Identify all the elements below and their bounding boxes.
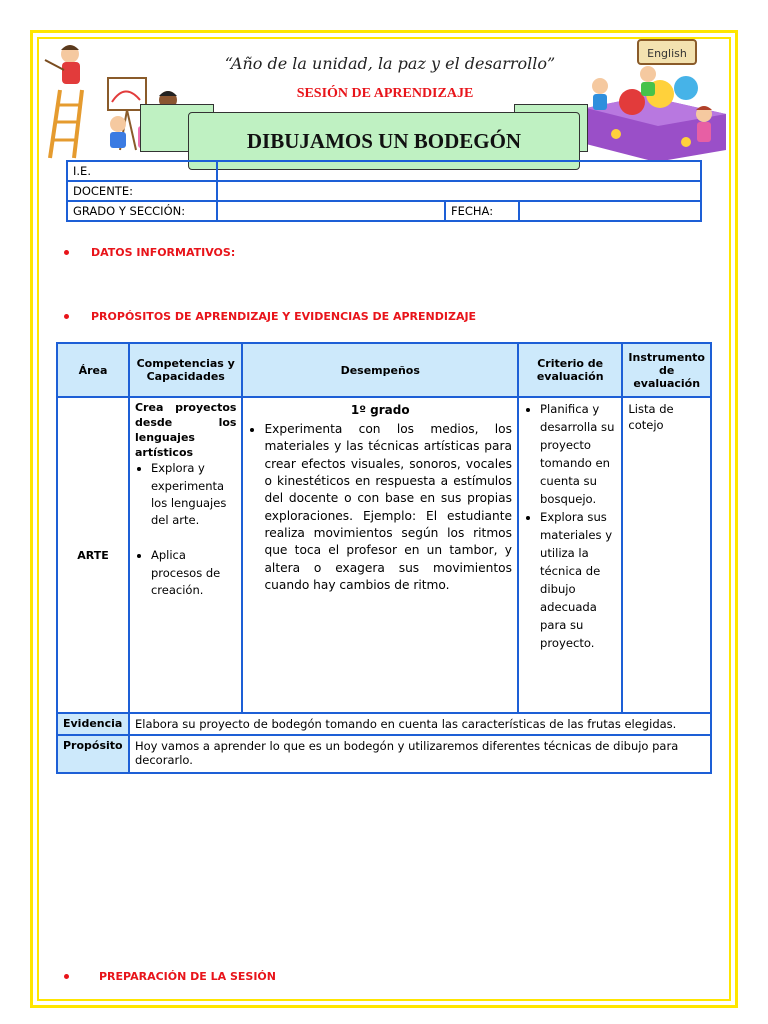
capacidad-item: • Explora y experimenta los lenguajes del arte. [151,460,236,529]
header-desempenos: Desempeños [242,343,518,397]
instrumento-cell: Lista de cotejo [622,397,711,713]
bullet-icon [64,250,69,255]
grado-value[interactable] [217,201,445,221]
year-motto: “Año de la unidad, la paz y el desarrollo” [224,54,556,73]
desempenos-cell [242,397,518,713]
criterios-list [524,401,616,653]
competencias-cell [129,397,242,713]
docente-label: DOCENTE: [67,181,217,201]
fecha-label: FECHA: [445,201,519,221]
capacidad-item: • Aplica procesos de creación. [151,547,236,599]
ie-value[interactable] [217,161,701,181]
header-criterio: Criterio de evaluación [518,343,622,397]
desempenos-list [248,421,512,594]
header-area: Área [57,343,129,397]
section-datos [64,246,235,259]
evidencia-text: Elabora su proyecto de bodegón tomando en cuenta las características de las frutas elegidas. [129,713,711,735]
header-competencias: Competencias y Capacidades [129,343,242,397]
grado-label: GRADO Y SECCIÓN: [67,201,217,221]
fecha-value[interactable] [519,201,701,221]
grado-heading: 1º grado [350,403,410,417]
criterio-item: • Explora sus materiales y utiliza la técnica de dibujo adecuada para su proyecto. [540,509,616,653]
capacidades-list [135,460,236,599]
learning-table [56,342,712,774]
english-sign-text: English [647,47,687,60]
header-instrumento: Instrumento de evaluación [622,343,711,397]
session-title: DIBUJAMOS UN BODEGÓN [246,128,522,153]
section-propositos [64,310,476,323]
evidencia-label: Evidencia [57,713,129,735]
info-table [66,160,702,222]
area-cell: ARTE [57,397,129,713]
bullet-icon [64,314,69,319]
proposito-text: Hoy vamos a aprender lo que es un bodegón y utilizaremos diferentes técnicas de dibujo para decorarlo. [129,735,711,773]
proposito-label: Propósito [57,735,129,773]
desempeno-item: • Experimenta con los medios, los materiales y las técnicas artísticas para crear efectos visuales, sonoros, vocales o kinestéticos en respuesta a estímulos del docente o con base en sus propias exploraciones. Ejemplo: El estudiante realiza movimientos según los ritmos que toca el profesor en un tambor, y altera o exagera sus movimientos cuando hay cambios de ritmo. [264,421,512,594]
docente-value[interactable] [217,181,701,201]
section-preparacion-text: PREPARACIÓN DE LA SESIÓN [99,970,276,983]
bullet-icon [64,974,69,979]
ie-label: I.E. [67,161,217,181]
session-label: SESIÓN DE APRENDIZAJE [296,86,474,101]
section-preparacion [64,970,276,983]
criterio-item: • Planifica y desarrolla su proyecto tomando en cuenta su bosquejo. [540,401,616,509]
competencia-title: Crea proyectos desde los lenguajes artísticos [134,401,237,459]
kids-blocks-illustration [576,38,734,162]
section-propositos-text: PROPÓSITOS DE APRENDIZAJE Y EVIDENCIAS DE APRENDIZAJE [91,310,477,323]
criterio-cell [518,397,622,713]
section-datos-text: DATOS INFORMATIVOS: [91,246,236,259]
